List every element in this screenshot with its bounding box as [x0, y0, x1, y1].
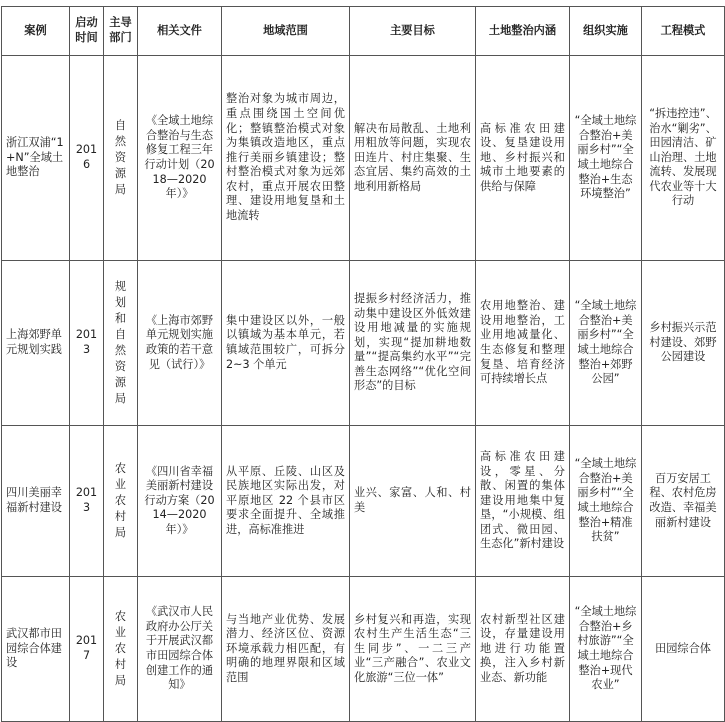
cell-year: 2013	[70, 426, 104, 577]
cell-goal: 解决布局散乱、土地利用粗放等问题，实现农田连片、村庄集聚、生态宜居、集约高效的土地利用新格局	[350, 56, 476, 261]
department-text: 规划和自然资源局	[114, 280, 127, 405]
cell-department	[104, 56, 138, 261]
cell-implementation: “全域土地综合整治+乡村旅游”“全域土地综合整治+现代农业”	[570, 577, 642, 722]
cell-goal: 业兴、家富、人和、村美	[350, 426, 476, 577]
cell-case: 浙江双浦“1+N”全域土地整治	[2, 56, 70, 261]
header-connotation: 土地整治内涵	[476, 7, 570, 56]
cell-mode: 田园综合体	[642, 577, 725, 722]
department-text: 自然资源局	[114, 119, 127, 196]
cell-year: 2017	[70, 577, 104, 722]
cell-department	[104, 426, 138, 577]
header-department: 主导部门	[104, 7, 138, 56]
cell-mode: 乡村振兴示范村建设、郊野公园建设	[642, 261, 725, 426]
header-scope: 地域范围	[222, 7, 350, 56]
cell-mode: 百万安居工程、农村危房改造、幸福美丽新村建设	[642, 426, 725, 577]
cell-document: 《四川省幸福美丽新村建设行动方案（2014—2020年）》	[138, 426, 222, 577]
header-implementation: 组织实施	[570, 7, 642, 56]
department-text: 农业农村局	[114, 610, 127, 687]
cell-document: 《武汉市人民政府办公厅关于开展武汉都市田园综合体创建工作的通知》	[138, 577, 222, 722]
cell-connotation: 农村新型社区建设，存量建设用地进行功能置换，注入乡村新业态、新功能	[476, 577, 570, 722]
cell-connotation: 高标准农田建设，零星、分散、闲置的集体建设用地集中复垦，“小规模、组团式、微田园、生态化”新村建设	[476, 426, 570, 577]
cell-case: 四川美丽幸福新村建设	[2, 426, 70, 577]
cell-case: 上海郊野单元规划实践	[2, 261, 70, 426]
cell-department	[104, 261, 138, 426]
cell-scope: 与当地产业优势、发展潜力、经济区位、资源环境承载力相匹配，有明确的地理界限和区域范围	[222, 577, 350, 722]
header-goal: 主要目标	[350, 7, 476, 56]
header-document: 相关文件	[138, 7, 222, 56]
cell-year: 2013	[70, 261, 104, 426]
cell-goal: 提振乡村经济活力，推动集中建设区外低效建设用地减量的实施规划，实现“提加耕地数量”“提高集约水平”“完善生态网络”“优化空间形态”的目标	[350, 261, 476, 426]
table-row	[2, 577, 725, 722]
cell-year: 2016	[70, 56, 104, 261]
table-row	[2, 56, 725, 261]
cell-case: 武汉都市田园综合体建设	[2, 577, 70, 722]
cell-scope: 集中建设区以外，一般以镇域为基本单元，若镇域范围较广，可拆分 2~3 个单元	[222, 261, 350, 426]
cell-connotation: 农用地整治、建设用地整治，工业用地减量化、生态修复和整理复垦、培育经济可持续增长点	[476, 261, 570, 426]
cell-department	[104, 577, 138, 722]
header-year: 启动时间	[70, 7, 104, 56]
cell-implementation: “全域土地综合整治+美丽乡村”“全域土地综合整治+精准扶贫”	[570, 426, 642, 577]
table-row	[2, 261, 725, 426]
table-row	[2, 426, 725, 577]
header-row	[2, 7, 725, 56]
header-case: 案例	[2, 7, 70, 56]
department-text: 农业农村局	[114, 462, 127, 539]
case-comparison-table	[1, 6, 725, 722]
cell-document: 《上海市郊野单元规划实施政策的若干意见（试行）》	[138, 261, 222, 426]
header-mode: 工程模式	[642, 7, 725, 56]
cell-scope: 从平原、丘陵、山区及民族地区实际出发，对平原地区 22 个县市区要求全面提升、全域推进，高标准推进	[222, 426, 350, 577]
cell-scope: 整治对象为城市周边，重点围绕国土空间优化；整镇整治模式对象为集镇改造地区，重点推行美丽乡镇建设；整村整治模式对象为远郊农村，重点开展农田整理、建设用地复垦和土地流转	[222, 56, 350, 261]
cell-mode: “拆违控违”、治水“剿劣”、田园清洁、矿山治理、土地流转、发展现代农业等十大行动	[642, 56, 725, 261]
cell-connotation: 高标准农田建设、复垦建设用地、乡村振兴和城市土地要素的供给与保障	[476, 56, 570, 261]
cell-implementation: “全域土地综合整治+美丽乡村”“全域土地综合整治+郊野公园”	[570, 261, 642, 426]
cell-document: 《全域土地综合整治与生态修复工程三年行动计划（2018—2020年）》	[138, 56, 222, 261]
cell-goal: 乡村复兴和再造，实现农村生产生活生态“三生同步”、一二三产业“三产融合”、农业文化旅游“三位一体”	[350, 577, 476, 722]
cell-implementation: “全域土地综合整治+美丽乡村”“全域土地综合整治+生态环境整治”	[570, 56, 642, 261]
